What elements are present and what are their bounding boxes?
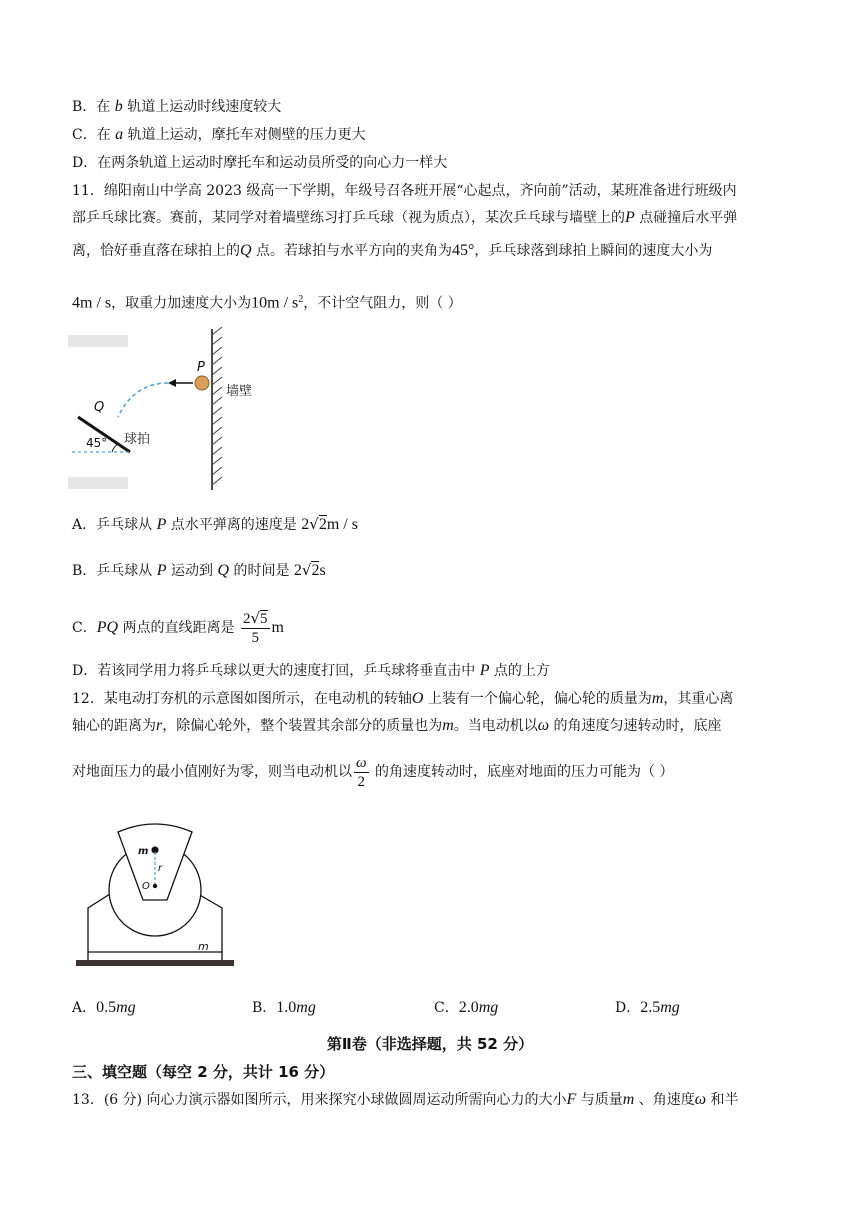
q11-figure bbox=[64, 325, 274, 495]
angle-arc bbox=[112, 444, 118, 452]
q12-stem-line2: 轴心的距离为r，除偏心轮外，整个装置其余部分的质量也为m。当电动机以ω 的角速度匀速转动时，底座 bbox=[72, 717, 722, 734]
q11-option-d: D．若该同学用力将乒乓球以更大的速度打回，乒乓球将垂直击中 P 点的上方 bbox=[72, 662, 550, 679]
label-o: O bbox=[142, 881, 150, 892]
q12-stem-line1: 12．某电动打夯机的示意图如图所示，在电动机的转轴O 上装有一个偏心轮，偏心轮的质量为m，其重心离 bbox=[72, 690, 734, 707]
q10-option-d: D．在两条轨道上运动时摩托车和运动员所受的向心力一样大 bbox=[72, 155, 448, 171]
q11-option-a: A．乒乓球从 P 点水平弹离的速度是 2√2m / s bbox=[72, 515, 358, 533]
part-title: 三、填空题（每空 2 分，共计 16 分） bbox=[72, 1063, 335, 1081]
trajectory-curve bbox=[118, 383, 168, 417]
q12-option-a: A．0.5mg bbox=[72, 999, 136, 1016]
label-r: r bbox=[158, 863, 163, 874]
volume-title: 第Ⅱ卷（非选择题，共 52 分） bbox=[326, 1035, 534, 1053]
q11-stem-line2: 部乒乓球比赛。赛前，某同学对着墙壁练习打乒乓球（视为质点），某次乒乓球与墙壁上的P 点碰撞后水平弹 bbox=[72, 209, 738, 226]
q12-figure bbox=[74, 818, 239, 973]
q11-option-c: C．PQ 两点的直线距离是 $\frac{2√5}{5}$ m bbox=[72, 609, 284, 646]
q11-stem-line3: 离，恰好垂直落在球拍上的Q 点。若球拍与水平方向的夹角为45°，乒乓球落到球拍上瞬间的速度大小为 bbox=[72, 242, 713, 259]
distance-fraction: $\frac{2√5}{5}$ bbox=[242, 609, 268, 646]
q12-option-c: C．2.0mg bbox=[434, 999, 499, 1016]
blurred-label bbox=[68, 335, 128, 347]
q11-option-b: B．乒乓球从 P 运动到 Q 的时间是 2√2s bbox=[72, 561, 326, 579]
q10-option-b: B．在 b 轨道上运动时线速度较大 bbox=[72, 98, 282, 115]
arrow-head-icon bbox=[168, 379, 176, 387]
sqrt-icon: √ bbox=[309, 515, 319, 533]
label-m-top: m bbox=[138, 846, 149, 857]
wall-hatching bbox=[212, 327, 222, 485]
q13-stem-line1: 13．(6 分) 向心力演示器如图所示，用来探究小球做圆周运动所需向心力的大小F 与质量m 、角速度ω 和半 bbox=[72, 1091, 739, 1108]
blurred-label-bottom bbox=[68, 477, 128, 489]
half-omega-fraction: $\frac{\omega}{2}$ bbox=[356, 754, 367, 790]
racket-label: 球拍 bbox=[124, 432, 151, 447]
sqrt-icon: √ bbox=[301, 561, 312, 579]
label-m-base: m bbox=[198, 940, 209, 953]
q12-option-b: B．1.0mg bbox=[252, 999, 316, 1016]
wall-label: 墙壁 bbox=[226, 384, 253, 399]
angle-label: 45° bbox=[86, 436, 108, 450]
label-q: Q bbox=[94, 400, 105, 415]
axis-dot bbox=[153, 884, 157, 888]
q11-stem-line4: 4m / s，取重力加速度大小为$10m / s^2$，不计空气阻力，则（ ） bbox=[72, 294, 462, 312]
q12-stem-line3: 对地面压力的最小值刚好为零，则当电动机以 $\frac{\omega}{2}$ 的角速度转动时，底座对地面的压力可能为（ ） bbox=[72, 754, 674, 790]
sqrt-icon: √ bbox=[250, 609, 261, 627]
q12-option-d: D．2.5mg bbox=[615, 999, 680, 1016]
ball-icon bbox=[195, 376, 209, 390]
q10-option-c: C．在 a 轨道上运动，摩托车对侧壁的压力更大 bbox=[72, 126, 366, 143]
label-p: P bbox=[197, 360, 205, 375]
q11-stem-line1: 11．绵阳南山中学高 2023 级高一下学期，年级号召各班开展“心起点，齐向前”活动，某班准备进行班级内 bbox=[72, 183, 737, 199]
ground-bar bbox=[76, 960, 234, 966]
